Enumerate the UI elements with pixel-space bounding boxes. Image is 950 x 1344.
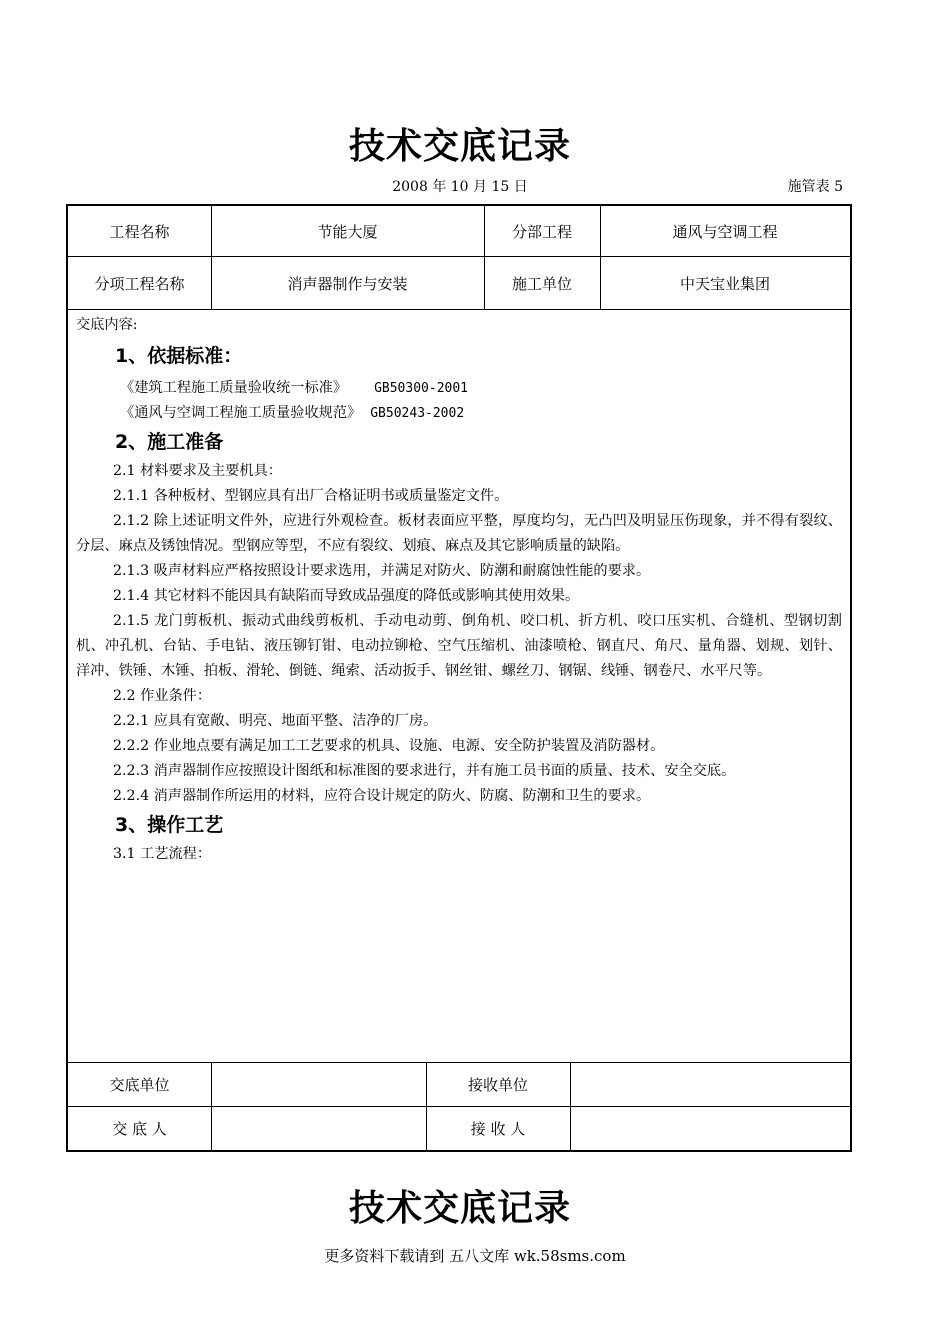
project-name-value: 节能大厦 [317, 222, 378, 241]
receiving-person-field[interactable] [571, 1107, 850, 1150]
subitem-name-label: 分项工程名称 [94, 274, 185, 293]
paragraph: 2.2.3 消声器制作应按照设计图纸和标准图的要求进行，并有施工员书面的质量、技术、安全交底。 [113, 763, 736, 779]
row-divider [68, 309, 850, 310]
paragraph: 2.2.2 作业地点要有满足加工工艺要求的机具、设施、电源、安全防护装置及消防器材。 [113, 738, 665, 754]
paragraph: 2.2.1 应具有宽敞、明亮、地面平整、洁净的厂房。 [113, 713, 438, 729]
standard-line-1 [76, 376, 842, 401]
row-divider [68, 256, 850, 257]
content-body [76, 340, 842, 867]
contractor-value: 中天宝业集团 [679, 274, 770, 293]
paragraph: 2.1.5 龙门剪板机、振动式曲线剪板机、手动电动剪、倒角机、咬口机、折方机、咬口压实机、合缝机、型钢切割机、冲孔机、台钻、手电钻、液压铆钉钳、电动拉铆枪、空气压缩机、油漆喷枪、钢直尺、角尺、量角器、划规、划针、洋冲、铁锤、木锤、拍板、滑轮、倒链、绳索、活动扳手、钢丝钳、螺丝刀、钢锯、线锤、钢卷尺、水平尺等。 [76, 613, 842, 679]
standard-name: 《建筑工程施工质量验收统一标准》 [120, 380, 348, 396]
paragraph: 2.1.3 吸声材料应严格按照设计要求选用，并满足对防火、防潮和耐腐蚀性能的要求。 [113, 563, 651, 579]
col-divider [484, 206, 485, 309]
paragraph: 2.1 材料要求及主要机具： [113, 463, 282, 479]
col-divider [211, 206, 212, 309]
paragraph: 2.2 作业条件： [113, 688, 212, 704]
receiving-unit-label: 接收单位 [467, 1076, 528, 1094]
record-table [66, 204, 852, 1152]
contractor-label: 施工单位 [511, 274, 572, 293]
footer-note: 更多资料下载请到 五八文库 wk.58sms.com [324, 1247, 626, 1265]
section-heading-2: 2、施工准备 [115, 431, 224, 453]
paragraph: 3.1 工艺流程： [113, 846, 212, 862]
document-title: 技术交底记录 [348, 126, 571, 167]
division-label: 分部工程 [511, 222, 572, 241]
standard-code: GB50300-2001 [374, 381, 468, 396]
form-number: 施管表 5 [787, 179, 843, 195]
receiving-person-label: 接 收 人 [470, 1120, 526, 1138]
handover-unit-field[interactable] [212, 1063, 426, 1106]
section-heading-1: 1、依据标准： [115, 345, 243, 367]
handover-unit-label: 交底单位 [109, 1076, 170, 1094]
document-title-repeat: 技术交底记录 [348, 1188, 571, 1229]
handover-person-field[interactable] [212, 1107, 426, 1150]
division-value: 通风与空调工程 [672, 222, 778, 241]
handover-person-label: 交 底 人 [112, 1120, 167, 1138]
paragraph: 2.2.4 消声器制作所运用的材料，应符合设计规定的防火、防腐、防潮和卫生的要求。 [113, 788, 651, 804]
standard-code: GB50243-2002 [370, 406, 465, 421]
paragraph: 2.1.2 除上述证明文件外，应进行外观检查。板材表面应平整，厚度均匀，无凸凹及明显压伤现象，并不得有裂纹、分层、麻点及锈蚀情况。型钢应等型，不应有裂纹、划痕、麻点及其它影响质量的缺陷。 [76, 513, 842, 554]
project-name-label: 工程名称 [109, 222, 170, 241]
section-heading-3: 3、操作工艺 [115, 814, 224, 836]
standard-line-2 [76, 401, 842, 426]
paragraph: 2.1.1 各种板材、型钢应具有出厂合格证明书或质量鉴定文件。 [113, 488, 509, 504]
date-line: 2008 年 10 月 15 日 [392, 179, 528, 195]
content-intro: 交底内容: [76, 317, 138, 333]
paragraph: 2.1.4 其它材料不能因具有缺陷而导致成品强度的降低或影响其使用效果。 [113, 588, 580, 604]
standard-name: 《通风与空调工程施工质量验收规范》 [120, 405, 362, 421]
col-divider [600, 206, 601, 309]
subitem-name-value: 消声器制作与安装 [287, 274, 408, 293]
receiving-unit-field[interactable] [571, 1063, 850, 1106]
